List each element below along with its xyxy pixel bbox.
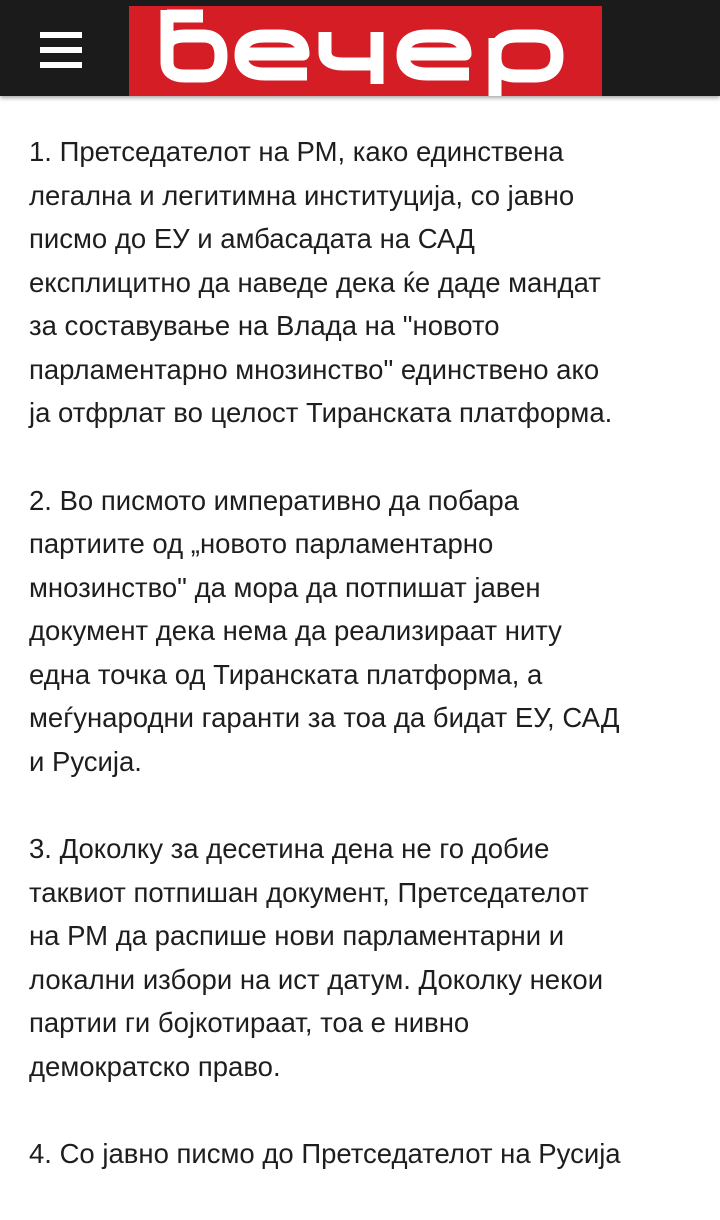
logo-wordmark [129,6,602,96]
article-paragraph-1: 1. Претседателот на РМ, како единствена легална и легитимна институција, со јавно писмо до ЕУ и амбасадата на САД експлицитно да наведе дека ќе даде мандат за составување на Влада на "новото парламентарно мнозинство" единствено ако ја отфрлат во целост Тиранската платформа. [29,136,613,428]
hamburger-menu-icon[interactable] [40,30,84,74]
site-logo[interactable] [129,6,602,96]
article-paragraph-3: 3. Доколку за десетина дена не го добие таквиот потпишан документ, Претседателот на РМ да распише нови парламентарни и локални избори на ист датум. Доколку некои партии ги бојкотираат, тоа е нивно демократско право. [29,833,604,1082]
article-paragraph-2: 2. Во писмото императивно да побара партиите од „новото парламентарно мнозинство" да мора да потпишат јавен документ дека нема да реализираат ниту една точка од Тиранската платформа, а меѓународни гаранти за тоа да бидат ЕУ, САД и Русија. [29,484,620,777]
top-bar [0,0,720,96]
article-paragraph-4: 4. Со јавно писмо до Претседателот на Русија [29,1138,621,1169]
article-body [29,130,694,1220]
